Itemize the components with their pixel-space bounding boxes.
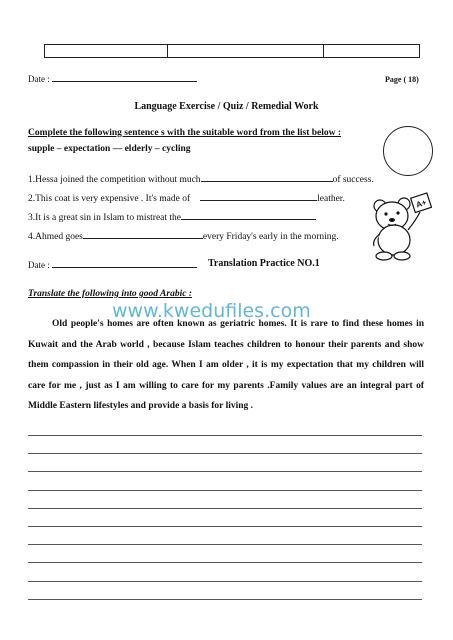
date-label: Date : bbox=[28, 74, 50, 84]
answer-line bbox=[28, 508, 422, 509]
answer-line bbox=[28, 435, 422, 436]
page-title: Language Exercise / Quiz / Remedial Work bbox=[134, 101, 319, 112]
answer-blank bbox=[200, 191, 317, 201]
sentence-2 bbox=[28, 191, 345, 204]
paragraph-text: Old people's homes are often known as geriatric homes. It is rare to find these homes in Kuwait and the Arab world , because Islam teaches children to honour their parents and show them compassion in their old age. When I am older , it is my expectation that my children will care for me , just as I am willing to care for my parents .Family values are an integral part of Middle Eastern lifestyles and provide a basis for living . bbox=[28, 319, 424, 411]
translation-instruction: Translate the following into good Arabic : bbox=[28, 289, 192, 299]
sentence-text: of success. bbox=[332, 175, 374, 185]
header-cell bbox=[324, 45, 419, 57]
answer-line bbox=[28, 544, 422, 545]
watermark-text: www.kwedufiles.com bbox=[112, 300, 311, 322]
sentence-text: 3.It is a great sin in Islam to mistreat the bbox=[28, 213, 182, 223]
answer-line bbox=[28, 453, 422, 454]
bear-arm-raised bbox=[408, 212, 420, 230]
sentence-text: 1.Hessa joined the competition without much bbox=[28, 175, 201, 185]
a-plus-card bbox=[411, 193, 432, 213]
header-cell bbox=[45, 45, 168, 57]
bear-cartoon-illustration bbox=[364, 190, 432, 262]
translation-paragraph bbox=[28, 314, 424, 417]
header-table bbox=[44, 44, 420, 58]
a-plus-text: A+ bbox=[415, 197, 428, 210]
sentence-3 bbox=[28, 210, 316, 223]
answer-line bbox=[28, 471, 422, 472]
answer-blank bbox=[83, 229, 203, 239]
bear-foot-left bbox=[376, 252, 392, 260]
sentence-1 bbox=[28, 172, 374, 185]
date-line bbox=[28, 72, 197, 84]
sentence-text: every Friday's early in the morning. bbox=[202, 232, 339, 242]
answer-blank bbox=[201, 172, 333, 182]
bear-foot-right bbox=[394, 252, 410, 260]
sentence-4 bbox=[28, 229, 339, 242]
score-circle bbox=[383, 126, 433, 176]
sentence-text: 2.This coat is very expensive . It's made of bbox=[28, 194, 191, 204]
translation-date-line bbox=[28, 258, 197, 270]
date-blank bbox=[52, 258, 197, 268]
answer-line bbox=[28, 581, 422, 582]
answer-line bbox=[28, 562, 422, 563]
answer-line bbox=[28, 490, 422, 491]
answer-line bbox=[28, 599, 422, 600]
date-label: Date : bbox=[28, 260, 50, 270]
answer-blank bbox=[181, 210, 316, 220]
exercise-instruction: Complete the following sentence s with the suitable word from the list below : bbox=[28, 128, 342, 138]
sentence-text: leather. bbox=[317, 194, 345, 204]
page-number: Page ( 18) bbox=[385, 75, 419, 84]
sentence-text: 4.Ahmed goes bbox=[28, 232, 83, 242]
bear-body bbox=[378, 225, 410, 255]
word-list: supple – expectation — elderly – cycling bbox=[28, 144, 191, 154]
answer-line bbox=[28, 526, 422, 527]
header-cell bbox=[168, 45, 323, 57]
translation-title: Translation Practice NO.1 bbox=[208, 258, 320, 269]
date-blank bbox=[52, 72, 197, 82]
